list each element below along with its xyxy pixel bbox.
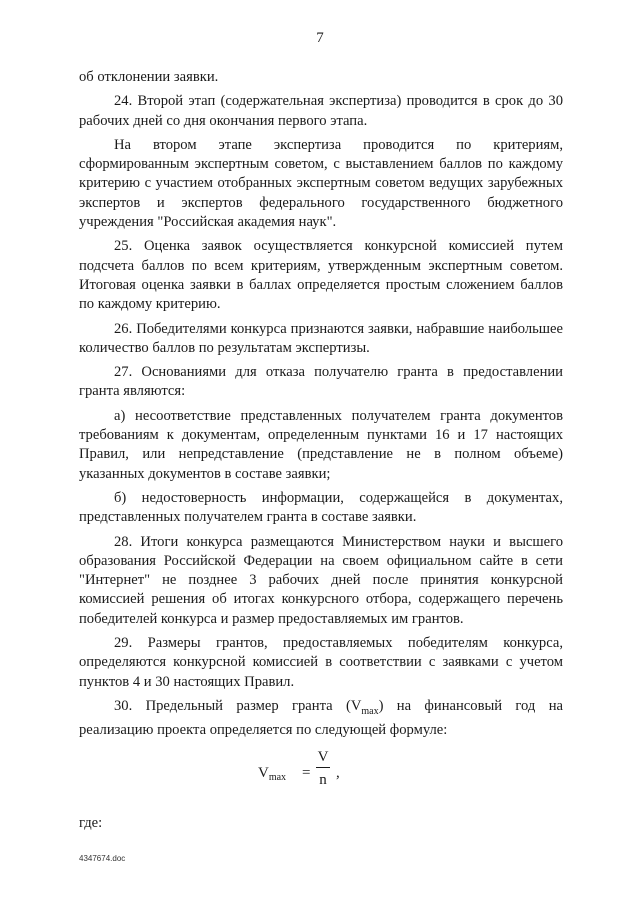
formula-lhs-subscript: max: [268, 772, 287, 784]
paragraph-29: 29. Размеры грантов, предоставляемых победителям конкурса, определяются конкурсной комиссией в соответствии с заявками с учетом пунктов 4 и 30 настоящих Правил.: [79, 635, 563, 690]
where-label: где:: [79, 815, 103, 832]
page-number: 7: [316, 30, 324, 46]
paragraph-30-subscript: max: [361, 705, 379, 717]
document-filename: 4347674.doc: [79, 854, 126, 863]
formula-numerator: V: [317, 749, 329, 766]
formula-comma: ,: [336, 765, 340, 782]
paragraph-27-a: а) несоответствие представленных получателем гранта документов требованиям к документам, определенным пунктами 16 и 17 настоящих Правил, или непредставление (представление не в полном объеме) указанных документов в составе заявки;: [79, 407, 563, 482]
paragraph-26: 26. Победителями конкурса признаются заявки, набравшие наибольшее количество баллов по результатам экспертизы.: [79, 320, 563, 356]
paragraph-24: 24. Второй этап (содержательная экспертиза) проводится в срок до 30 рабочих дней со дня окончания первого этапа.: [79, 93, 563, 129]
formula-fraction: [313, 748, 333, 790]
paragraph-30: [79, 697, 563, 741]
paragraph-30-part-1: 30. Предельный размер гранта (V: [114, 697, 362, 714]
paragraph-28: 28. Итоги конкурса размещаются Министерством науки и высшего образования Российской Федерации на своем официальном сайте в сети "Интернет" не позднее 3 рабочих дней после принятия конкурсной комиссией решения об итогах конкурсного отбора, содержащего перечень победителей конкурса и размер предоставляемых им грантов.: [79, 533, 563, 627]
formula-equals: =: [302, 765, 311, 782]
formula-lhs-main: V: [258, 765, 269, 782]
paragraph-25: 25. Оценка заявок осуществляется конкурсной комиссией путем подсчета баллов по всем критериям, утвержденным экспертным советом. Итоговая оценка заявки в баллах определяется простым сложением баллов по каждому критерию.: [79, 238, 563, 313]
fraction-bar: [316, 767, 330, 768]
formula-lhs: [258, 764, 286, 787]
paragraph-24-criteria: На втором этапе экспертиза проводится по критериям, сформированным экспертным советом, с выставлением баллов по каждому критерию с участием отобранных экспертным советом ведущих зарубежных экспертов и экспертов федерального государственного бюджетного учреждения "Российская академия наук".: [79, 136, 563, 231]
document-body: [79, 68, 563, 834]
formula-vmax: [79, 746, 563, 802]
formula-denominator: n: [319, 772, 327, 789]
paragraph-27-b: б) недостоверность информации, содержащейся в документах, представленных получателем гранта в составе заявки.: [79, 489, 563, 526]
paragraph-27: 27. Основаниями для отказа получателю гранта в предоставлении гранта являются:: [79, 364, 563, 400]
paragraph-continuation: об отклонении заявки.: [79, 69, 219, 85]
paragraph-30-part-2: ) на финансовый год на реализацию проекта определяется по следующей формуле:: [79, 697, 563, 739]
